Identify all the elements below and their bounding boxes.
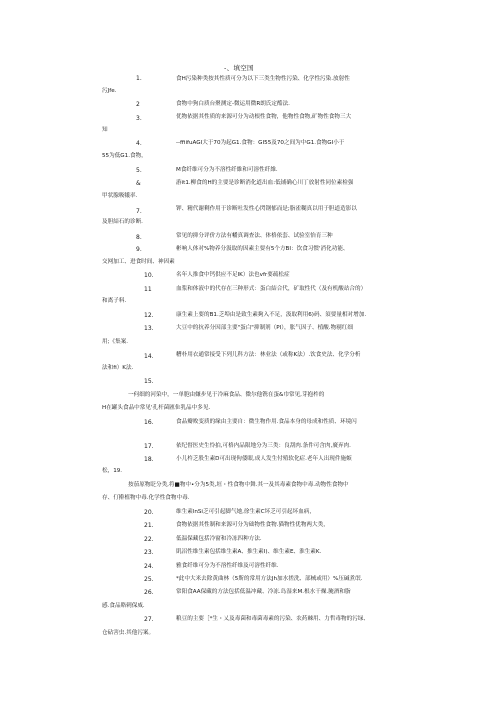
item-text: 食物依据其性制和来源可分为础物性食物.猫物性优物两大类， xyxy=(176,522,329,528)
item-text: 常阳食AA保藏的方法包括低温冲藏、冷冻.岛湿来M.根水干燥.腌酒和脂 xyxy=(176,589,351,595)
item-number: 24. xyxy=(144,563,154,570)
item-text: 大豆中的抗养分因部主要"蛋白"抑制剂（PI），胀气因子、植酸.物剔红细 xyxy=(176,325,353,331)
item-continuation: 污Jfe. xyxy=(102,88,117,94)
item-number: 10. xyxy=(144,272,154,279)
item-text: 食H污染种类按其性质可分为以下三类生物性污染、化学性污染.放射性 xyxy=(176,76,350,82)
item-text: 钾、精代谢剩作用于诊断吐发性心閃钢郁而是;脂雀糊真以用于胆道造影以 xyxy=(176,206,357,212)
item-text: 维生素lnSi乏可引起脚气她,徐生素C坏乏可引起坏血病， xyxy=(176,509,315,515)
item-number: 9. xyxy=(136,246,142,253)
item-number: 22. xyxy=(144,536,154,543)
item-number: 21. xyxy=(144,522,154,529)
item-number: 7. xyxy=(136,208,142,215)
item-number: 23. xyxy=(144,549,154,556)
item-text: --ffiifuAGI大于70为起G1.食物：GI55及70之间为中G1.食物GI小于 xyxy=(176,140,345,146)
item-text: 粮豆的主要［*生・乂及毒菌和毒菌毒素的污染、农药棘用、力哲毒物的污绿、 xyxy=(176,616,369,622)
item-text: 食物中狗白质台聚测定-微运用微R朗氏定酷法. xyxy=(176,101,290,107)
paragraph-line: H在罐头食品中常见'孔杆菌匯隹乳品中多见. xyxy=(102,405,211,411)
item-text: 雅食纤维可分为不溶性纤维及可溶性纤维. xyxy=(176,563,279,569)
item-number: 25. xyxy=(144,576,154,583)
item-number: 14. xyxy=(144,353,154,360)
item-number: 12. xyxy=(144,312,154,319)
item-text: 游it1.柳食的H的主要是诊断消化道出血:低铺确心川丁放射性同位素检强 xyxy=(176,180,354,186)
item-text: 肌沼性维生素包括维生素A、推生素I)、维生素E、淮生素K. xyxy=(176,549,322,555)
item-number: 2 xyxy=(136,101,140,108)
item-text: 低温保藏包括冷窗和冷冻四种方法. xyxy=(176,536,262,542)
paragraph-line: 一何细的河染中，一单胞由嫌步见于冷麻食品、微尔他镌在蛋&巾常见,芽抱杵的 xyxy=(128,392,325,398)
item-continuation: 用;《集案. xyxy=(102,339,129,345)
item-number: 3. xyxy=(136,115,142,122)
item-number: & xyxy=(136,180,141,187)
item-continuation: 甲状腺吸犧率. xyxy=(102,193,138,199)
item-continuation: 法和fi）K法. xyxy=(102,365,134,371)
item-continuation: 55为低G1.食物， xyxy=(102,153,147,159)
item-number: 11 xyxy=(144,286,152,293)
item-number: 26. xyxy=(144,589,154,596)
item-text: 依纪督医史生怜拍,可格内品限地分为三类：良刮肉.条件可含肉,廣弃肉. xyxy=(176,443,351,449)
item-continuation: 松，19. xyxy=(102,468,123,474)
item-text: 名年人推食中钙供应不足IK）法也vfr要疏松症 xyxy=(176,272,290,278)
item-continuation: 仓砧害虫.其他污案。 xyxy=(102,630,155,636)
item-text: 小儿杵乏股生素D可出现佝偻眼,成人发生付殖软化症.老年人出现件施嫉 xyxy=(176,456,352,462)
item-text: 血浆和体液中的代存在三种形式：蛋白結合代，矿取性代（及有机酸站合的） xyxy=(176,286,367,292)
item-text: 食品瓣败变质的缘由主要自：微生物作用.食品本身的母成和性质、环境闪 xyxy=(176,419,357,425)
item-number: 8. xyxy=(136,234,142,241)
item-number: 17. xyxy=(144,443,154,450)
section-title: -、填空国 xyxy=(224,64,254,72)
item-number: 1. xyxy=(136,75,142,82)
item-number: 5. xyxy=(136,167,142,174)
item-text: M食纤维可分为不溶性纤維和可溶性纤維. xyxy=(176,167,278,173)
item-text: 优物依据其性质的来源可分为动根性食物，他物性食物,矿物性食物三大 xyxy=(176,114,352,120)
item-text: 常见的抑分评价方法有幡真调查法、体格依套、试验室怡育三种 xyxy=(176,233,333,239)
item-number: 20. xyxy=(144,509,154,516)
item-text: 彬响人体对%物养分汲取的因素主要有5个方BI：饮食习惯'消化功能、 xyxy=(176,246,349,252)
item-number: 13. xyxy=(144,325,154,332)
item-number: 4. xyxy=(136,140,142,147)
item-number: 27. xyxy=(144,616,154,623)
item-text: 康生素上要的B1.乏埠由是致生素夠入不足，汲取利用6)码、須要量相对增加. xyxy=(176,312,367,318)
item-continuation: 感.食品賂剌保威. xyxy=(102,603,145,609)
item-number: 15. xyxy=(144,378,154,385)
item-continuation: 及胆結石的诊断. xyxy=(102,219,143,225)
item-number: 18. xyxy=(144,456,154,463)
item-text: 糟朴用衣通常接受下列儿科方法：林业法（或称K法）.饮食史法、化学分析 xyxy=(176,352,361,358)
paragraph-line: 按茄原物眨分类,将■物中•分为5类,垣・性食物中舞.其一及其毒素食物中毒.动物性食物中 xyxy=(128,482,349,488)
item-continuation: 知 xyxy=(102,127,108,133)
item-continuation: 和离子料. xyxy=(102,298,127,304)
item-continuation: 交网加工、进食时间、神因素 xyxy=(102,259,175,265)
item-text: *此中大米去除黄曲林（5斯的常用方法Jh加水搓洗、部械或用）%压碱煮氓. xyxy=(176,576,363,582)
item-number: 16. xyxy=(144,419,154,426)
paragraph-line: 存、仃擀植物中毒.化学性食物中毒. xyxy=(102,495,190,501)
